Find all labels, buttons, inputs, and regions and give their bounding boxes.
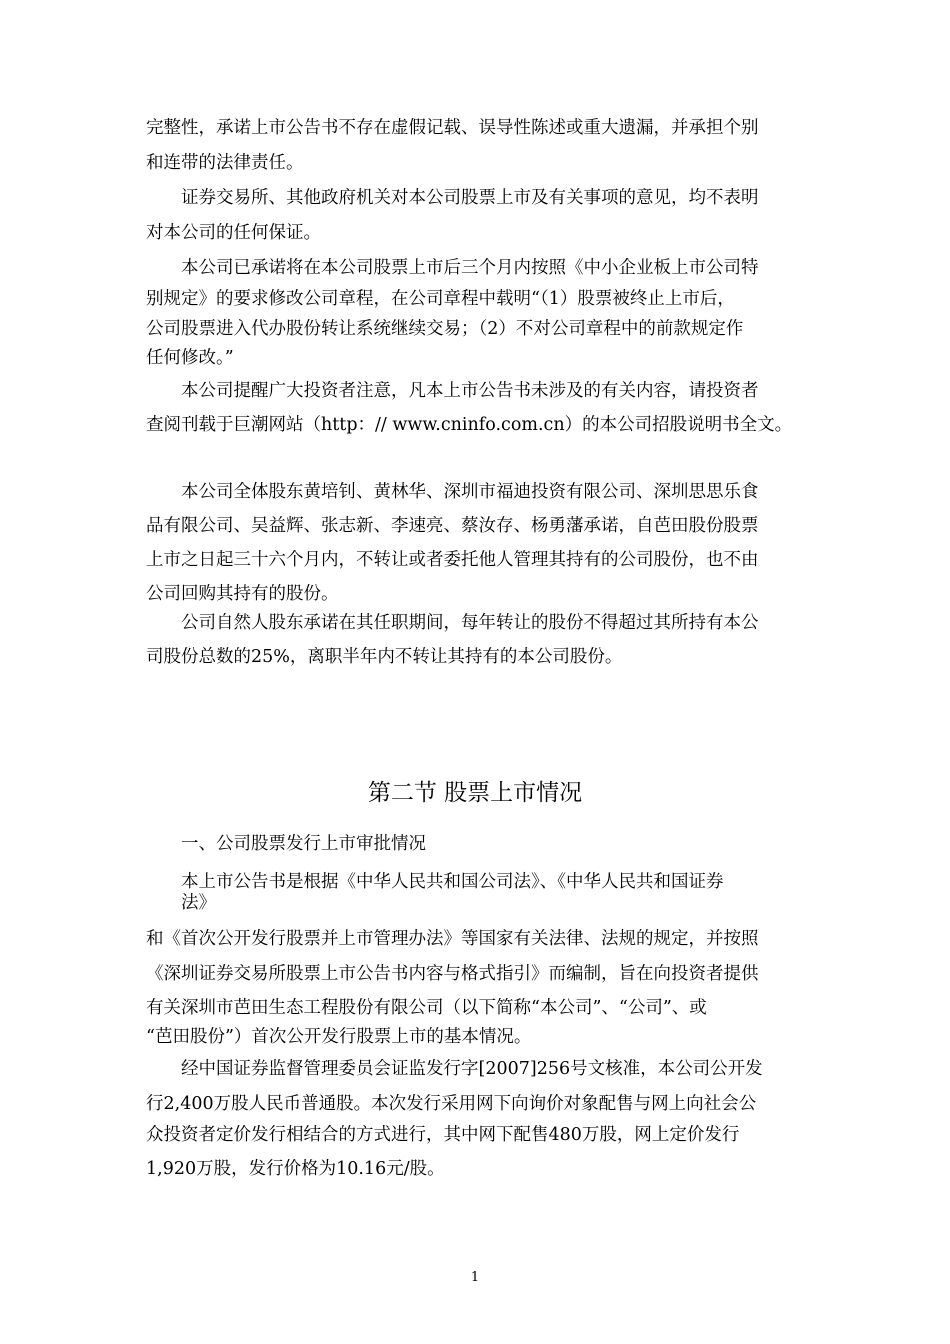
text-line: 上市之日起三十六个月内，不转让或者委托他人管理其持有的公司股份，也不由: [146, 550, 759, 570]
text-line: 有关深圳市芭田生态工程股份有限公司（以下简称“本公司”、“公司”、或: [146, 998, 707, 1018]
text-line: 任何修改。”: [146, 348, 234, 368]
section-title: 第二节 股票上市情况: [367, 780, 583, 806]
text-line: 一、公司股票发行上市审批情况: [181, 834, 426, 854]
text-line: 经中国证券监督管理委员会证监发行字[2007]256号文核准，本公司公开发: [181, 1059, 763, 1079]
text-line: 司股份总数的25%，离职半年内不转让其持有的本公司股份。: [146, 647, 623, 667]
text-line: 本上市公告书是根据《中华人民共和国公司法》、《中华人民共和国证券: [181, 872, 724, 892]
text-line: 和连带的法律责任。: [146, 153, 304, 173]
text-line: 和《首次公开发行股票并上市管理办法》等国家有关法律、法规的规定，并按照: [146, 929, 759, 949]
text-line: 公司股票进入代办股份转让系统继续交易；（2）不对公司章程中的前款规定作: [146, 319, 744, 339]
text-line: 查阅刊载于巨潮网站（http：// www.cninfo.com.cn）的本公司招股说明书全文。: [146, 415, 793, 435]
text-line: 本公司已承诺将在本公司股票上市后三个月内按照《中小企业板上市公司特: [181, 258, 759, 278]
text-line: 众投资者定价发行相结合的方式进行，其中网下配售480万股，网上定价发行: [146, 1125, 740, 1145]
text-line: 公司自然人股东承诺在其任职期间，每年转让的股份不得超过其所持有本公: [181, 613, 759, 633]
text-line: 完整性，承诺上市公告书不存在虚假记载、误导性陈述或重大遗漏，并承担个别: [146, 118, 759, 138]
text-line: 本公司提醒广大投资者注意，凡本上市公告书未涉及的有关内容，请投资者: [181, 381, 759, 401]
text-line: 行2,400万股人民币普通股。本次发行采用网下向询价对象配售与网上向社会公: [146, 1094, 757, 1114]
text-line: 别规定》的要求修改公司章程，在公司章程中载明“（1）股票被终止上市后，: [146, 289, 735, 309]
text-line: 法》: [181, 893, 216, 913]
text-line: 本公司全体股东黄培钊、黄林华、深圳市福迪投资有限公司、深圳思思乐食: [181, 482, 759, 502]
page-number: 1: [470, 1270, 480, 1285]
text-line: 证券交易所、其他政府机关对本公司股票上市及有关事项的意见，均不表明: [181, 188, 759, 208]
text-line: “芭田股份”）首次公开发行股票上市的基本情况。: [146, 1027, 532, 1047]
text-line: 公司回购其持有的股份。: [146, 584, 339, 604]
text-line: 《深圳证券交易所股票上市公告书内容与格式指引》而编制，旨在向投资者提供: [146, 964, 759, 984]
text-line: 对本公司的任何保证。: [146, 223, 321, 243]
text-line: 1,920万股，发行价格为10.16元/股。: [146, 1159, 445, 1179]
text-line: 品有限公司、吴益辉、张志新、李速亮、蔡汝存、杨勇藩承诺，自芭田股份股票: [146, 516, 759, 536]
